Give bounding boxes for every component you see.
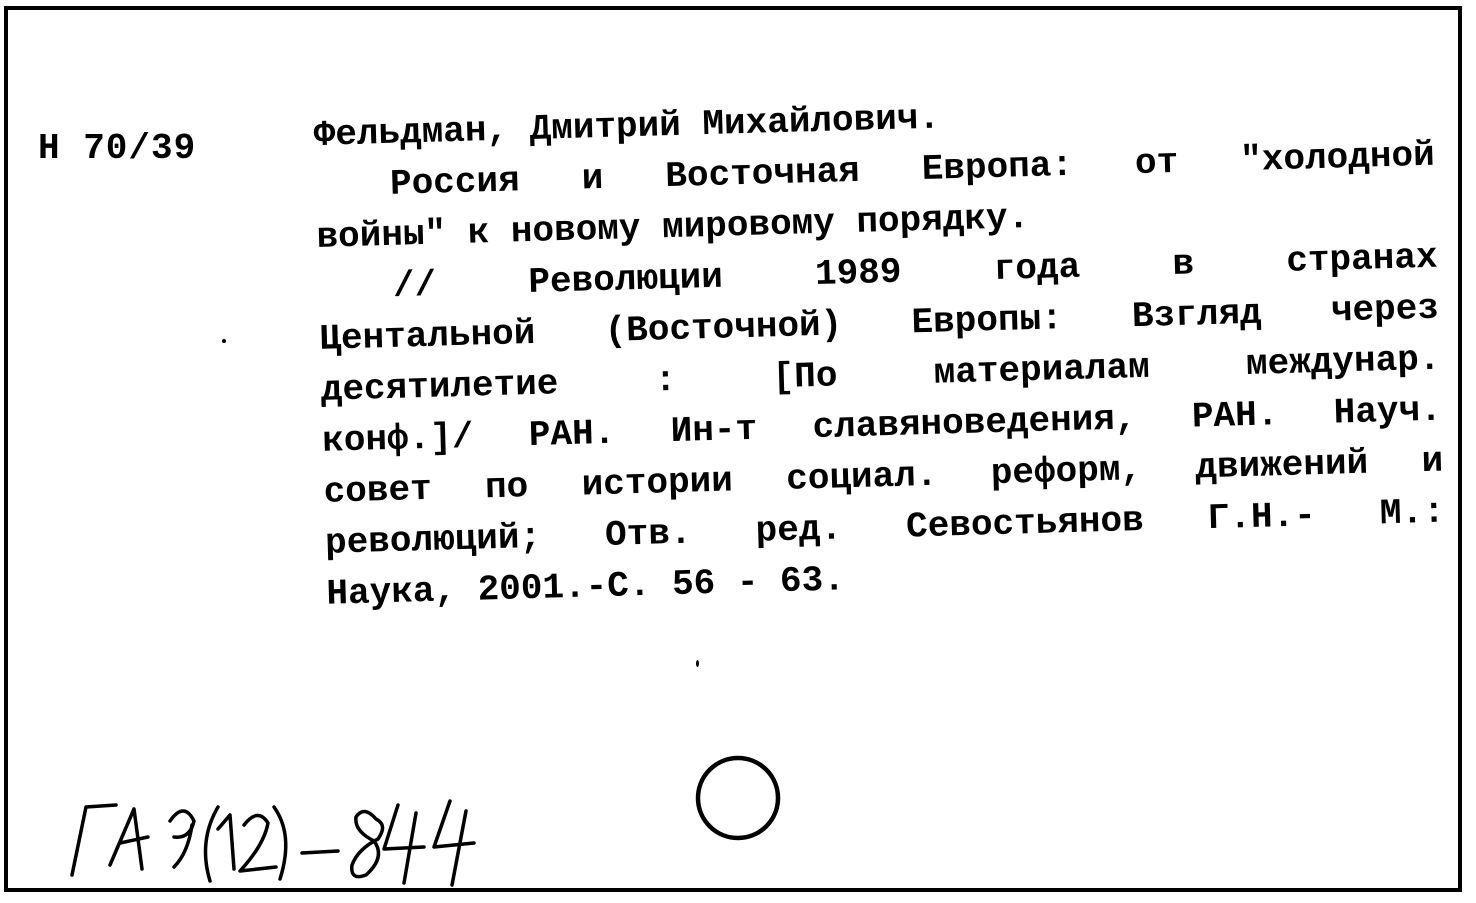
entry-source-line-6: революций; Отв. ред. Севостьянов Г.Н.- М.: <box>324 491 1446 564</box>
entry-source-line-5: совет по истории социал. реформ, движений и <box>323 440 1444 513</box>
entry-source-line-7: Наука, 2001.-С. 56 - 63. <box>325 559 846 615</box>
scan-speck <box>696 660 699 667</box>
entry-title-line-1: Россия и Восточная Европа: от "холодной <box>389 134 1436 205</box>
catalog-card <box>4 6 1462 892</box>
entry-source-line-1: // Революции 1989 года в странах <box>392 236 1439 307</box>
bibliographic-entry <box>313 79 1447 620</box>
punch-hole-circle <box>694 752 786 848</box>
entry-author: Фельдман, Дмитрий Михайлович. <box>313 97 941 156</box>
entry-source-line-3: десятилетие : [По материалам междунар. <box>320 338 1441 411</box>
handwritten-call-number <box>58 785 528 892</box>
entry-source-line-4: конф.]/ РАН. Ин-т славяноведения, РАН. Науч. <box>321 389 1443 462</box>
entry-source-line-2: Центальной (Восточной) Европы: Взгляд через <box>318 287 1440 360</box>
entry-title-line-2: войны" к новому мировому порядку. <box>315 197 1030 258</box>
scan-speck <box>222 339 226 343</box>
shelfmark: Н 70/39 <box>38 128 197 169</box>
